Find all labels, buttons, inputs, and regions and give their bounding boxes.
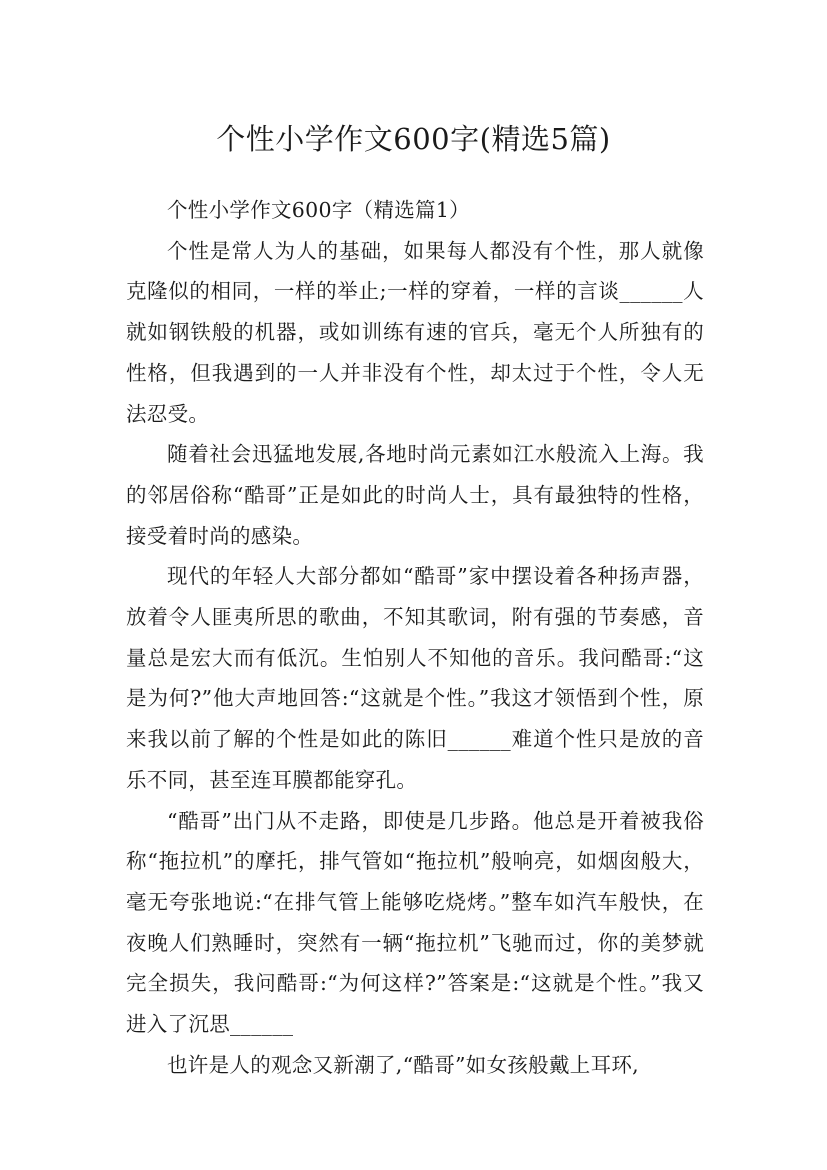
paragraph: 现代的年轻人大部分都如“酷哥”家中摆设着各种扬声器，放着令人匪夷所思的歌曲，不知其歌词，附有强的节奏感，音量总是宏大而有低沉。生怕别人不知他的音乐。我问酷哥:“这是为何?”他大声地回答:“这就是个性。”我这才领悟到个性，原来我以前了解的个性是如此的陈旧______难道个性只是放的音乐不同，甚至连耳膜都能穿孔。 (126, 564, 704, 792)
paragraph: 随着社会迅猛地发展,各地时尚元素如江水般流入上海。我的邻居俗称“酷哥”正是如此的时尚人士，具有最独特的性格，接受着时尚的感染。 (126, 442, 704, 548)
document-title: 个性小学作文600字(精选5篇) (216, 122, 611, 157)
paragraph: “酷哥”出门从不走路，即使是几步路。他总是开着被我俗称“拖拉机”的摩托，排气管如“拖拉机”般响亮，如烟囱般大，毫无夸张地说:“在排气管上能够吃烧烤。”整车如汽车般快，在夜晚人们熟睡时，突然有一辆“拖拉机”飞驰而过，你的美梦就完全损失，我问酷哥:“为何这样?”答案是:“这就是个性。”我又进入了沉思______ (126, 808, 704, 1037)
paragraph: 个性是常人为人的基础，如果每人都没有个性，那人就像克隆似的相同，一样的举止;一样的穿着，一样的言谈______人就如钢铁般的机器，或如训练有速的官兵，毫无个人所独有的性格，但我遇到的一人并非没有个性，却太过于个性，令人无法忍受。 (126, 238, 704, 426)
paragraph: 也许是人的观念又新潮了,“酷哥”如女孩般戴上耳环, (167, 1052, 639, 1077)
section-heading: 个性小学作文600字（精选篇1） (167, 198, 470, 222)
document-body (126, 190, 704, 1085)
